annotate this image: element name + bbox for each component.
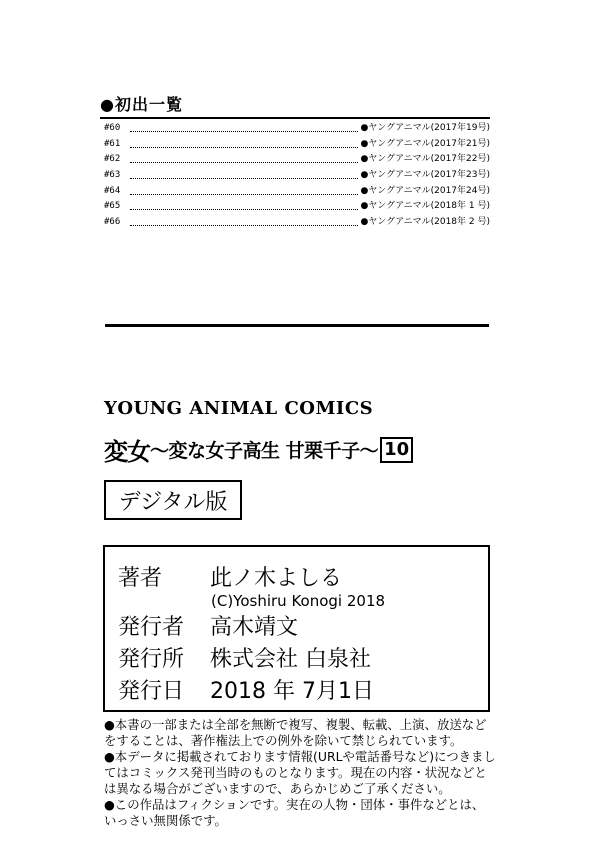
chapter-number: #63 (104, 170, 121, 181)
title-main: 変女 (104, 438, 150, 466)
list-item (104, 152, 490, 168)
list-item (104, 137, 490, 153)
leader-dots (130, 172, 358, 179)
note-fiction: ●この作品はフィクションです。実在の人物・団体・事件などとは、いっさい無関係です。 (104, 797, 485, 828)
note-copyright: ●本書の一部または全部を無断で複写、複製、転載、上演、放送などをすることは、著作権法上での例外を除いて禁じられています。 (104, 717, 487, 748)
list-item (104, 183, 490, 199)
magazine-issue: ●ヤングアニマル(2018年 2 号) (360, 216, 490, 227)
leader-dots (130, 219, 358, 226)
first-appearance-rule (100, 117, 490, 119)
publishing-house-row (118, 642, 371, 673)
chapter-number: #60 (104, 123, 121, 134)
magazine-issue: ●ヤングアニマル(2017年23号) (360, 170, 490, 181)
chapter-number: #62 (104, 154, 121, 165)
issue-date-key: 発行日 (118, 679, 185, 704)
issue-date-row (118, 674, 374, 705)
note-data-info: ●本データに掲載されております情報(URLや電話番号など)につきましてはコミックス発刊当時のものとなります。現在の内容・状況などとは異なる場合がございますので、あらかじめご了承ください。 (104, 749, 496, 796)
author-value: 此ノ木よしる (210, 566, 343, 591)
magazine-issue: ●ヤングアニマル(2018年 1 号) (360, 201, 490, 212)
author-row (118, 561, 342, 592)
copyright-line: (C)Yoshiru Konogi 2018 (211, 592, 386, 610)
publisher-row (118, 610, 298, 641)
magazine-issue: ●ヤングアニマル(2017年19号) (360, 123, 490, 134)
publisher-key: 発行者 (118, 615, 185, 640)
volume-badge: 10 (380, 437, 413, 463)
leader-dots (130, 203, 358, 210)
imprint-label: YOUNG ANIMAL COMICS (104, 398, 374, 419)
colophon-box (103, 545, 490, 712)
book-title (104, 432, 413, 467)
list-item (104, 168, 490, 184)
magazine-issue: ●ヤングアニマル(2017年22号) (360, 154, 490, 165)
magazine-issue: ●ヤングアニマル(2017年24号) (360, 185, 490, 196)
publisher-value: 高木靖文 (210, 615, 299, 640)
publishing-house-key: 発行所 (118, 647, 185, 672)
issue-date-value: 2018 年 7月1日 (210, 679, 374, 704)
section-divider (105, 324, 489, 327)
chapter-number: #66 (104, 216, 121, 227)
leader-dots (130, 188, 358, 195)
chapter-number: #61 (104, 138, 121, 149)
title-subtitle: 〜変な女子高生 甘栗千子〜 (150, 440, 379, 462)
list-item (104, 199, 490, 215)
list-item (104, 215, 490, 231)
leader-dots (130, 125, 358, 132)
legal-notes (104, 717, 496, 829)
list-item (104, 121, 490, 137)
publishing-house-value: 株式会社 白泉社 (210, 647, 371, 672)
leader-dots (130, 141, 358, 148)
edition-box (104, 480, 242, 520)
magazine-issue: ●ヤングアニマル(2017年21号) (360, 138, 490, 149)
author-key: 著者 (118, 566, 163, 591)
leader-dots (130, 156, 358, 163)
chapter-number: #65 (104, 201, 121, 212)
first-appearance-title: ●初出一覧 (100, 95, 183, 114)
chapter-number: #64 (104, 185, 121, 196)
first-appearance-list (104, 121, 490, 230)
edition-label: デジタル版 (118, 489, 228, 515)
